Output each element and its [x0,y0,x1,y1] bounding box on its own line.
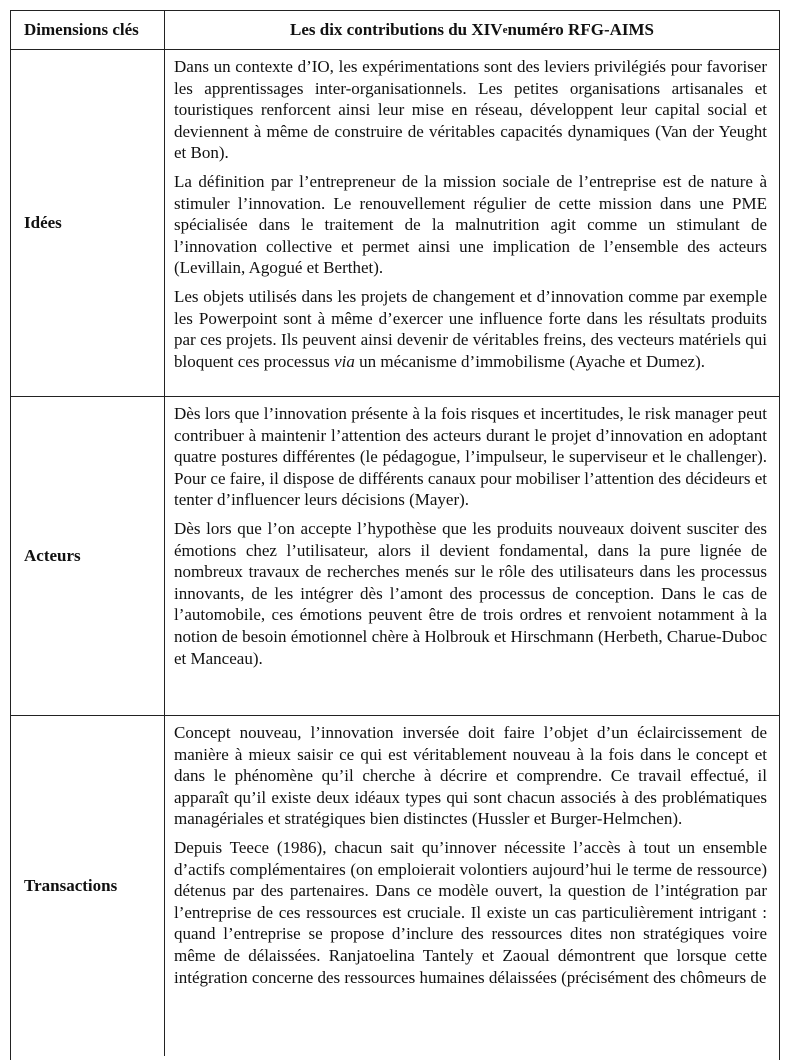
dimension-label: Acteurs [11,397,165,715]
contribution-cell [165,716,779,1056]
contribution-paragraph [174,286,767,372]
contribution-cell [165,397,779,715]
contribution-paragraph: Depuis Teece (1986), chacun sait qu’innover nécessite l’accès à tout un ensemble d’actifs complémentaires (on emploierait volontiers aujourd’hui le terme de ressource) détenus par des partenaires. Dans ce modèle ouvert, la question de l’intégration par l’entreprise de ces ressources est cruciale. Il existe un cas particulièrement intrigant : quand l’entreprise se propose d’inclure des ressources dites non stratégiques voire même de délaissées. Ranjatoelina Tantely et Zaoual démontrent que lorsque cette intégration concerne des ressources humaines délaissées (précisément des chômeurs de [174,837,767,987]
contribution-paragraph: Concept nouveau, l’innovation inversée doit faire l’objet d’un éclaircissement de manière à mieux saisir ce qui est véritablement nouveau à la fois dans le concept et dans le phénomène qu’il cherche à décrire et comprendre. Ce travail effectué, il apparaît qu’il existe deux idéaux types qui sont chacun associés à des problématiques managériales et stratégiques bien distinctes (Hussler et Burger-Helmchen). [174,723,767,829]
table-row-transactions [11,716,779,1056]
table-header-row [11,11,779,50]
header-contributions: Les dix contributions du XIV e numéro RFG-AIMS [290,20,654,40]
contribution-paragraph: Dès lors que l’on accepte l’hypothèse que les produits nouveaux doivent susciter des émotions chez l’utilisateur, alors il devient fondamental, dans la pure lignée de nombreux travaux de recherches menés sur le rôle des utilisateurs dans les processus innovants, de les intégrer dès l’amont des processus de conception. Dans le cas de l’automobile, ces émotions peuvent être de trois ordres et renvoient notamment à la notion de besoin émotionnel chère à Holbrouk et Hirschmann (Herbeth, Charue-Duboc et Manceau). [174,518,767,668]
dimension-label: Transactions [11,716,165,1056]
header-contributions-post: numéro RFG-AIMS [507,20,654,40]
table-row-idees [11,50,779,397]
header-dimensions: Dimensions clés [11,11,165,49]
contributions-table [10,10,780,1060]
contribution-paragraph: Dès lors que l’innovation présente à la fois risques et incertitudes, le risk manager peut contribuer à maintenir l’attention des acteurs durant le projet d’innovation en adoptant quatre postures différentes (le pédagogue, l’impulseur, le superviseur et le challenger). Pour ce faire, il dispose de différents canaux pour mobiliser l’attention des décideurs et tenter d’influencer leurs décisions (Mayer). [174,404,767,510]
contribution-paragraph: La définition par l’entrepreneur de la mission sociale de l’entreprise est de nature à stimuler l’innovation. Le renouvellement régulier de cette mission dans une PME spécialisée dans le traitement de la malnutrition agit comme un stimulant de l’innovation collective et permet ainsi une implication de l’ensemble des acteurs (Levillain, Agogué et Berthet). [174,171,767,278]
contribution-paragraph: Dans un contexte d’IO, les expérimentations sont des leviers privilégiés pour favoriser les apprentissages inter-organisationnels. Les petites organisations artisanales et touristiques renforcent ainsi leur mise en réseau, développent leur capital social et deviennent à même de construire de véritables capacités dynamiques (Van der Yeught et Bon). [174,57,767,163]
contribution-cell [165,50,779,396]
paragraph-text: un mécanisme d’immobilisme (Ayache et Dumez). [354,351,705,371]
paragraph-italic: via [334,351,355,371]
header-contributions-pre: Les dix contributions du XIV [290,20,503,40]
dimension-label: Idées [11,50,165,396]
table-row-acteurs [11,397,779,716]
paragraph-text: Les objets utilisés dans les projets de changement et d’innovation comme par exemple les Powerpoint sont à même d’exercer une influence forte dans les résultats produits par ces projets. Ils peuvent ainsi devenir de véritables freins, des vecteurs matériels qui bloquent ces processus [174,286,767,371]
